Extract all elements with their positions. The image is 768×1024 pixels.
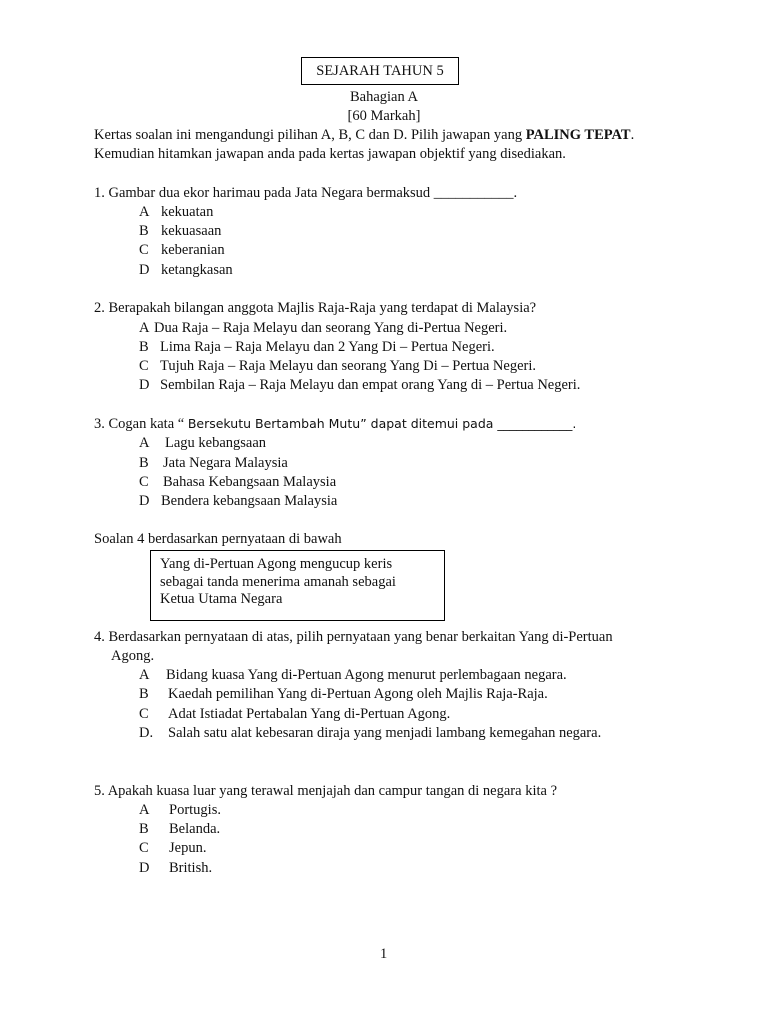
question-3-option-b: B Jata Negara Malaysia: [139, 455, 288, 471]
statement-box: [150, 550, 445, 621]
question-2-option-b: B Lima Raja – Raja Melayu dan 2 Yang Di – Pertua Negeri.: [139, 339, 495, 355]
question-4-option-d: D. Salah satu alat kebesaran diraja yang menjadi lambang kemegahan negara.: [139, 725, 602, 741]
page-title: SEJARAH TAHUN 5: [301, 57, 459, 85]
question-5-option-b: B Belanda.: [139, 821, 221, 837]
motto-text: Bersekutu Bertambah Mutu: [187, 416, 361, 431]
question-1-option-a: A kekuatan: [139, 204, 214, 220]
question-3-option-c: C Bahasa Kebangsaan Malaysia: [139, 474, 337, 490]
instructions-line-1: [94, 127, 634, 144]
question-2-option-a: A Dua Raja – Raja Melayu dan seorang Yang di-Pertua Negeri.: [139, 320, 508, 336]
question-1-stem: 1. Gambar dua ekor harimau pada Jata Negara bermaksud ___________.: [94, 185, 518, 201]
question-5-option-d: D British.: [139, 860, 213, 876]
question-5-option-a: A Portugis.: [139, 802, 221, 818]
instructions-line-2: Kemudian hitamkan jawapan anda pada kertas jawapan objektif yang disediakan.: [94, 146, 566, 162]
question-3-option-a: A Lagu kebangsaan: [139, 435, 267, 451]
statement-line-1: Yang di-Pertuan Agong mengucup keris: [160, 556, 393, 572]
question-1-option-c: C keberanian: [139, 242, 225, 258]
question-3-stem: 3. Cogan kata “ Bersekutu Bertambah Mutu” dapat ditemui pada ____________.: [94, 416, 577, 432]
question-4-option-b: B Kaedah pemilihan Yang di-Pertuan Agong oleh Majlis Raja-Raja.: [139, 686, 548, 702]
question-2-option-d: D Sembilan Raja – Raja Melayu dan empat orang Yang di – Pertua Negeri.: [139, 377, 581, 393]
question-1-option-d: D ketangkasan: [139, 262, 233, 278]
question-2-option-c: C Tujuh Raja – Raja Melayu dan seorang Yang Di – Pertua Negeri.: [139, 358, 537, 374]
question-4-option-c: C Adat Istiadat Pertabalan Yang di-Pertuan Agong.: [139, 706, 451, 722]
question-4-option-a: A Bidang kuasa Yang di-Pertuan Agong menurut perlembagaan negara.: [139, 667, 567, 683]
question-3-option-d: D Bendera kebangsaan Malaysia: [139, 493, 338, 509]
question-4-stem-line-1: 4. Berdasarkan pernyataan di atas, pilih pernyataan yang benar berkaitan Yang di-Pertuan: [94, 629, 613, 645]
question-4-intro: Soalan 4 berdasarkan pernyataan di bawah: [94, 531, 342, 547]
marks-label: [60 Markah]: [347, 108, 421, 124]
statement-line-3: Ketua Utama Negara: [160, 591, 283, 607]
question-5-option-c: C Jepun.: [139, 840, 207, 856]
instructions-text: Kertas soalan ini mengandungi pilihan A, B, C dan D. Pilih jawapan yang: [94, 127, 526, 143]
question-2-stem: 2. Berapakah bilangan anggota Majlis Raja-Raja yang terdapat di Malaysia?: [94, 300, 537, 316]
instructions-period: .: [630, 127, 635, 143]
question-1-option-b: B kekuasaan: [139, 223, 222, 239]
page-number: 1: [380, 946, 388, 962]
question-5-stem: 5. Apakah kuasa luar yang terawal menjajah dan campur tangan di negara kita ?: [94, 783, 558, 799]
question-4-stem-line-2: Agong.: [111, 648, 155, 664]
statement-line-2: sebagai tanda menerima amanah sebagai: [160, 573, 396, 590]
section-heading: Bahagian A: [349, 89, 419, 105]
instructions-emphasis: PALING TEPAT: [525, 127, 631, 143]
